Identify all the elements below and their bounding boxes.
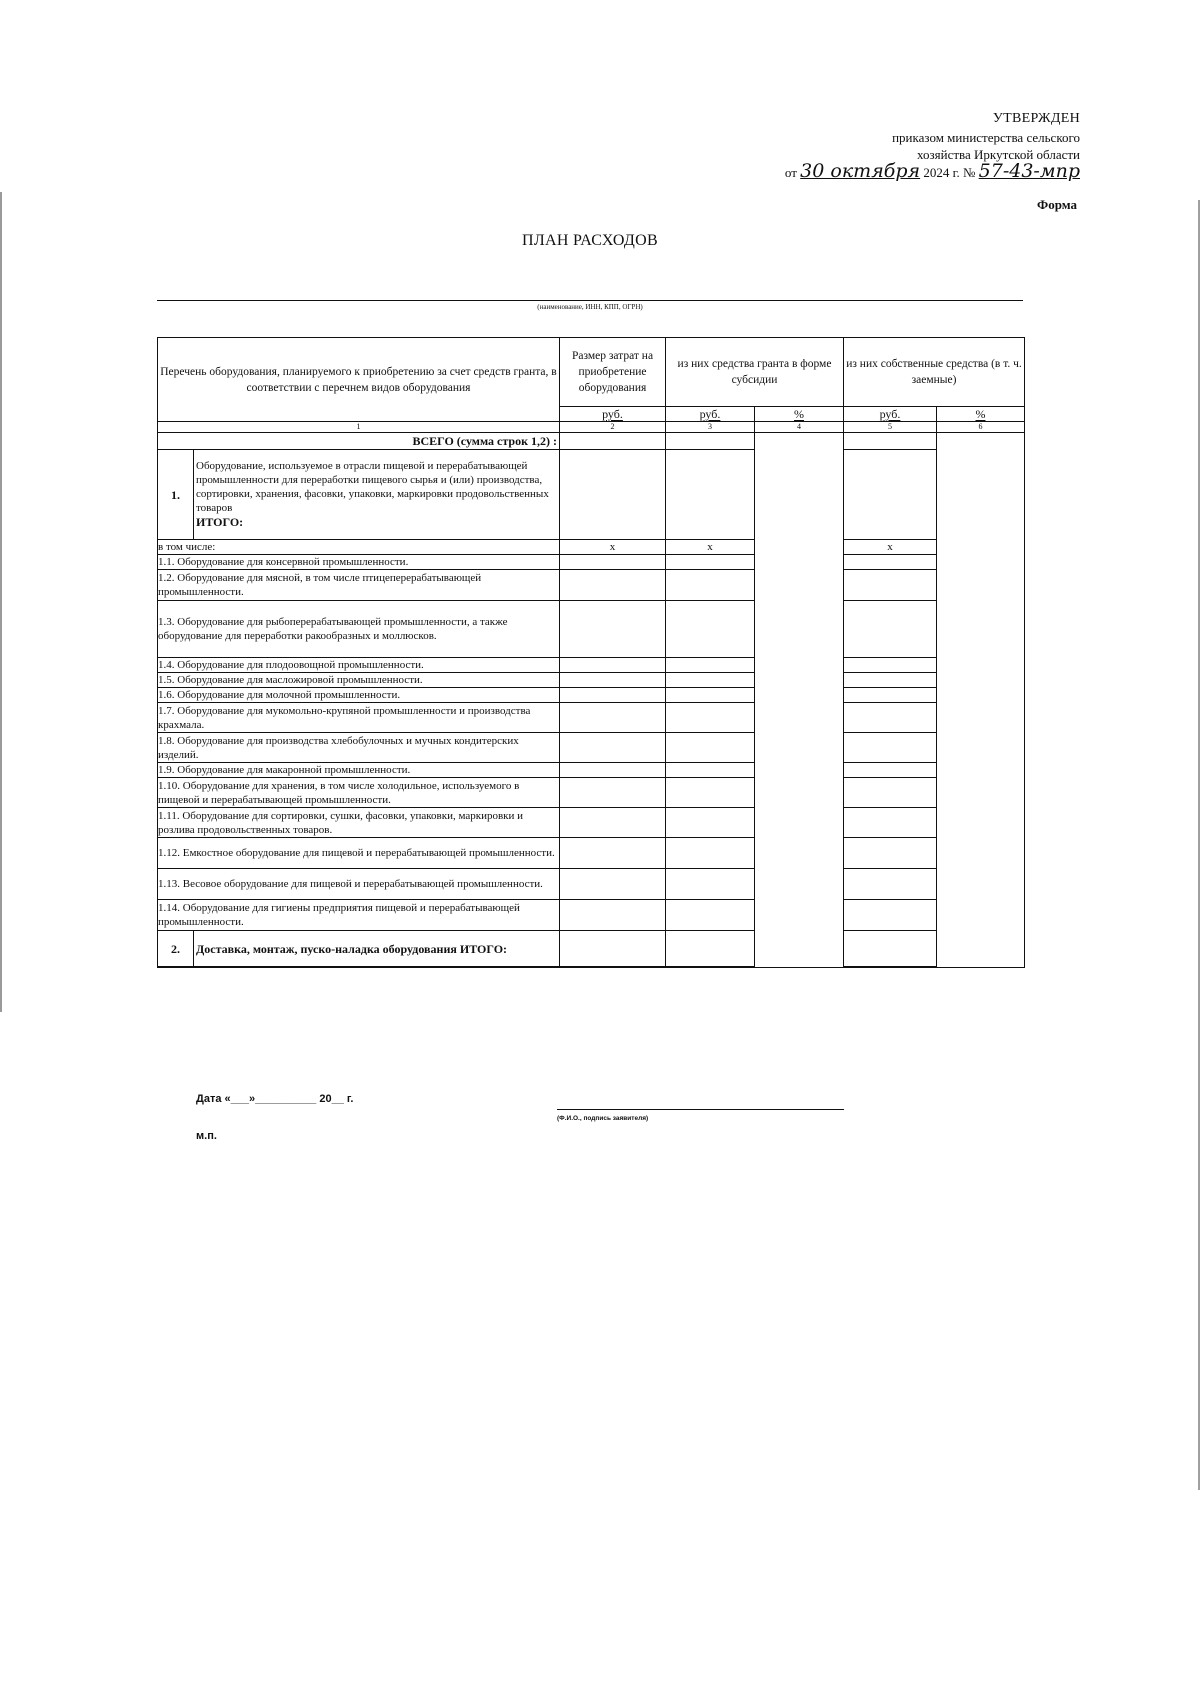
equipment-row-label: 1.4. Оборудование для плодоовощной промышленности. xyxy=(158,658,560,673)
table-cell xyxy=(560,433,666,450)
table-cell xyxy=(666,931,755,968)
section-2-row xyxy=(158,931,1025,968)
table-row xyxy=(158,555,1025,570)
unit-rub: руб. xyxy=(666,407,755,422)
table-cell xyxy=(666,869,755,900)
column-number: 1 xyxy=(158,422,560,433)
table-cell xyxy=(666,733,755,763)
table-cell xyxy=(560,778,666,808)
unit-rub: руб. xyxy=(560,407,666,422)
number-prefix: г. № xyxy=(952,165,976,180)
equipment-row-label: 1.7. Оборудование для мукомольно-крупяной промышленности и производства крахмала. xyxy=(158,703,560,733)
table-cell xyxy=(844,601,937,658)
table-cell xyxy=(666,900,755,931)
table-row xyxy=(158,688,1025,703)
equipment-row-label: 1.1. Оборудование для консервной промышленности. xyxy=(158,555,560,570)
table-header-row xyxy=(158,338,1025,407)
table-cell xyxy=(844,658,937,673)
handwritten-number: 57-43-мпр xyxy=(978,160,1080,182)
not-applicable-mark: х xyxy=(666,540,755,555)
unit-percent: % xyxy=(755,407,844,422)
table-row xyxy=(158,703,1025,733)
approval-block xyxy=(785,110,1080,181)
equipment-row-label: 1.6. Оборудование для молочной промышленности. xyxy=(158,688,560,703)
scan-edge-left xyxy=(0,192,2,1012)
approval-line-1: приказом министерства сельского xyxy=(892,130,1080,145)
section-1-row xyxy=(158,450,1025,540)
total-row xyxy=(158,433,1025,450)
table-cell xyxy=(560,900,666,931)
equipment-row-label: 1.11. Оборудование для сортировки, сушки, фасовки, упаковки, маркировки и розлива продовольственных товаров. xyxy=(158,808,560,838)
table-cell xyxy=(666,673,755,688)
table-row xyxy=(158,763,1025,778)
table-cell xyxy=(844,673,937,688)
equipment-row-label: 1.10. Оборудование для хранения, в том числе холодильное, используемого в пищевой и перерабатывающей промышленности. xyxy=(158,778,560,808)
table-cell xyxy=(844,763,937,778)
equipment-row-label: 1.13. Весовое оборудование для пищевой и перерабатывающей промышленности. xyxy=(158,869,560,900)
table-cell xyxy=(844,733,937,763)
column-number: 2 xyxy=(560,422,666,433)
table-cell xyxy=(666,778,755,808)
not-applicable-mark: х xyxy=(844,540,937,555)
form-label: Форма xyxy=(1037,197,1077,212)
table-cell xyxy=(666,570,755,601)
table-cell xyxy=(844,838,937,869)
approval-line-2: хозяйства Иркутской области xyxy=(917,147,1080,162)
header-cost: Размер затрат на приобретение оборудования xyxy=(560,338,666,407)
table-row xyxy=(158,838,1025,869)
approval-date-line xyxy=(784,160,1080,182)
table-cell xyxy=(560,570,666,601)
table-cell xyxy=(560,703,666,733)
table-cell xyxy=(560,555,666,570)
approval-title: УТВЕРЖДЕН xyxy=(992,111,1080,126)
handwritten-date: 30 октября xyxy=(800,160,921,182)
table-cell xyxy=(666,763,755,778)
table-cell xyxy=(844,433,937,450)
including-label: в том числе: xyxy=(158,540,560,555)
unit-percent: % xyxy=(937,407,1025,422)
column-numbers-row xyxy=(158,422,1025,433)
table-cell xyxy=(844,570,937,601)
equipment-row-label: 1.8. Оборудование для производства хлебобулочных и мучных кондитерских изделий. xyxy=(158,733,560,763)
table-cell xyxy=(844,688,937,703)
total-label: ВСЕГО (сумма строк 1,2) : xyxy=(158,433,560,450)
table-cell xyxy=(937,433,1025,968)
applicant-name-line xyxy=(157,300,1023,301)
applicant-name-caption: (наименование, ИНН, КПП, ОГРН) xyxy=(537,303,643,311)
document-title: ПЛАН РАСХОДОВ xyxy=(522,232,658,249)
table-cell xyxy=(666,808,755,838)
table-cell xyxy=(560,869,666,900)
table-cell xyxy=(560,763,666,778)
table-cell xyxy=(755,433,844,968)
table-cell xyxy=(560,601,666,658)
table-cell xyxy=(560,688,666,703)
table-cell xyxy=(560,931,666,968)
table-cell xyxy=(560,673,666,688)
signature-line xyxy=(557,1109,844,1110)
table-cell xyxy=(844,931,937,968)
equipment-row-label: 1.9. Оборудование для макаронной промышленности. xyxy=(158,763,560,778)
table-cell xyxy=(666,601,755,658)
table-row xyxy=(158,658,1025,673)
section-1-text xyxy=(194,450,560,540)
section-1-description: Оборудование, используемое в отрасли пищевой и перерабатывающей промышленности для переработки пищевого сырья и (или) производства, сортировки, хранения, фасовки, упаковки, маркировки продовольственных товаров xyxy=(196,460,549,514)
seal-place-label: м.п. xyxy=(196,1130,217,1142)
header-grant-funds: из них средства гранта в форме субсидии xyxy=(666,338,844,407)
table-cell xyxy=(844,703,937,733)
table-cell xyxy=(560,808,666,838)
section-number: 2. xyxy=(158,931,194,968)
table-cell xyxy=(666,658,755,673)
section-2-label: Доставка, монтаж, пуско-наладка оборудования ИТОГО: xyxy=(194,931,560,968)
equipment-row-label: 1.2. Оборудование для мясной, в том числе птицеперерабатывающей промышленности. xyxy=(158,570,560,601)
approval-year: 2024 xyxy=(923,165,950,180)
header-own-funds: из них собственные средства (в т. ч. заемные) xyxy=(844,338,1025,407)
table-cell xyxy=(560,450,666,540)
equipment-row-label: 1.12. Емкостное оборудование для пищевой и перерабатывающей промышленности. xyxy=(158,838,560,869)
signature-caption: (Ф.И.О., подпись заявителя) xyxy=(557,1115,649,1122)
table-row xyxy=(158,673,1025,688)
table-cell xyxy=(666,433,755,450)
header-equipment-list: Перечень оборудования, планируемого к приобретению за счет средств гранта, в соответствии с перечнем видов оборудования xyxy=(158,338,560,422)
table-row xyxy=(158,570,1025,601)
section-1-total-label: ИТОГО: xyxy=(196,515,244,529)
table-row xyxy=(158,733,1025,763)
table-row xyxy=(158,601,1025,658)
equipment-row-label: 1.3. Оборудование для рыбоперерабатывающей промышленности, а также оборудование для переработки ракообразных и моллюсков. xyxy=(158,601,560,658)
table-cell xyxy=(560,733,666,763)
equipment-row-label: 1.5. Оборудование для масложировой промышленности. xyxy=(158,673,560,688)
column-number: 3 xyxy=(666,422,755,433)
table-row xyxy=(158,778,1025,808)
date-field: Дата «___»__________ 20__ г. xyxy=(196,1093,354,1105)
table-row xyxy=(158,900,1025,931)
table-cell xyxy=(666,450,755,540)
date-prefix: от xyxy=(784,165,797,180)
column-number: 6 xyxy=(937,422,1025,433)
column-number: 4 xyxy=(755,422,844,433)
table-row xyxy=(158,869,1025,900)
table-cell xyxy=(844,555,937,570)
table-cell xyxy=(844,900,937,931)
table-row xyxy=(158,808,1025,838)
column-number: 5 xyxy=(844,422,937,433)
expense-plan-table xyxy=(157,337,1025,968)
table-cell xyxy=(560,658,666,673)
table-cell xyxy=(560,838,666,869)
table-cell xyxy=(844,778,937,808)
section-number: 1. xyxy=(158,450,194,540)
not-applicable-mark: х xyxy=(560,540,666,555)
table-cell xyxy=(844,808,937,838)
table-cell xyxy=(844,450,937,540)
equipment-row-label: 1.14. Оборудование для гигиены предприятия пищевой и перерабатывающей промышленности. xyxy=(158,900,560,931)
including-row xyxy=(158,540,1025,555)
table-cell xyxy=(666,555,755,570)
unit-rub: руб. xyxy=(844,407,937,422)
table-cell xyxy=(666,703,755,733)
table-cell xyxy=(666,688,755,703)
table-cell xyxy=(666,838,755,869)
table-cell xyxy=(844,869,937,900)
